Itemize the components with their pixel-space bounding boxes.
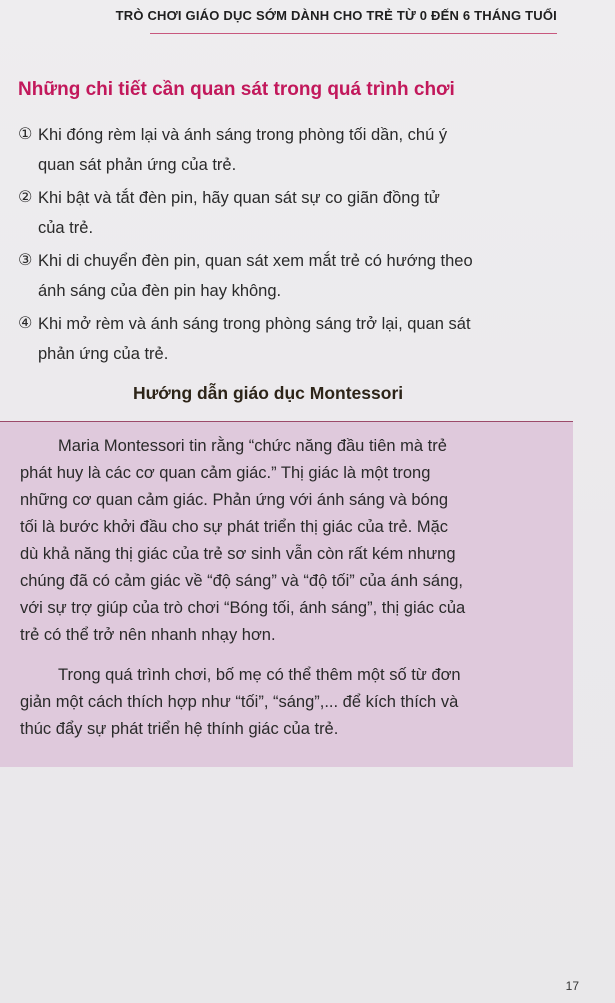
item-text-line: Khi đóng rèm lại và ánh sáng trong phòng tối dần, chú ý bbox=[38, 126, 448, 144]
item-text-line: Khi bật và tắt đèn pin, hãy quan sát sự co giãn đồng tử bbox=[38, 189, 440, 207]
paragraph-line: chúng đã có cảm giác về “độ sáng” và “độ tối” của ánh sáng, bbox=[20, 572, 464, 590]
item-text-line: quan sát phản ứng của trẻ. bbox=[38, 156, 237, 174]
item-number-marker: ④ bbox=[18, 315, 33, 332]
item-text-line: của trẻ. bbox=[38, 219, 94, 237]
item-number-marker: ② bbox=[18, 189, 33, 206]
item-number-marker: ③ bbox=[18, 252, 33, 269]
observation-item bbox=[18, 183, 548, 243]
paragraph-line: thúc đẩy sự phát triển hệ thính giác của trẻ. bbox=[20, 720, 339, 738]
montessori-guidance-box bbox=[0, 421, 573, 767]
item-number-marker: ① bbox=[18, 126, 33, 143]
running-head-rule bbox=[150, 33, 557, 34]
montessori-paragraph bbox=[20, 662, 461, 743]
observation-item bbox=[18, 246, 548, 306]
observation-item bbox=[18, 120, 548, 180]
observation-section-title: Những chi tiết cần quan sát trong quá trình chơi bbox=[18, 79, 455, 100]
paragraph-line: giản một cách thích hợp như “tối”, “sáng”,... để kích thích và bbox=[20, 693, 459, 711]
montessori-section-title: Hướng dẫn giáo dục Montessori bbox=[133, 383, 404, 403]
running-head: TRÒ CHƠI GIÁO DỤC SỚM DÀNH CHO TRẺ TỪ 0 ĐẾN 6 THÁNG TUỔI bbox=[115, 8, 557, 23]
montessori-paragraph bbox=[20, 433, 465, 649]
observation-item bbox=[18, 309, 548, 369]
paragraph-line: dù khả năng thị giác của trẻ sơ sinh vẫn còn rất kém nhưng bbox=[20, 545, 456, 563]
paragraph-line: trẻ có thể trở nên nhanh nhạy hơn. bbox=[20, 626, 276, 644]
paragraph-line: phát huy là các cơ quan cảm giác.” Thị giác là một trong bbox=[20, 464, 431, 482]
paragraph-line: với sự trợ giúp của trò chơi “Bóng tối, ánh sáng”, thị giác của bbox=[20, 599, 466, 617]
paragraph-line: tối là bước khởi đầu cho sự phát triển thị giác của trẻ. Mặc bbox=[20, 518, 449, 536]
item-text-line: phản ứng của trẻ. bbox=[38, 345, 169, 363]
paragraph-line: những cơ quan cảm giác. Phản ứng với ánh sáng và bóng bbox=[20, 491, 449, 509]
observation-list bbox=[18, 120, 548, 372]
item-text-line: Khi mở rèm và ánh sáng trong phòng sáng trở lại, quan sát bbox=[38, 315, 471, 333]
item-text-line: Khi di chuyển đèn pin, quan sát xem mắt trẻ có hướng theo bbox=[38, 252, 473, 270]
page-number: 17 bbox=[565, 979, 579, 993]
item-text-line: ánh sáng của đèn pin hay không. bbox=[38, 282, 282, 300]
paragraph-line: Maria Montessori tin rằng “chức năng đầu tiên mà trẻ bbox=[58, 437, 447, 455]
paragraph-line: Trong quá trình chơi, bố mẹ có thể thêm một số từ đơn bbox=[58, 666, 461, 684]
